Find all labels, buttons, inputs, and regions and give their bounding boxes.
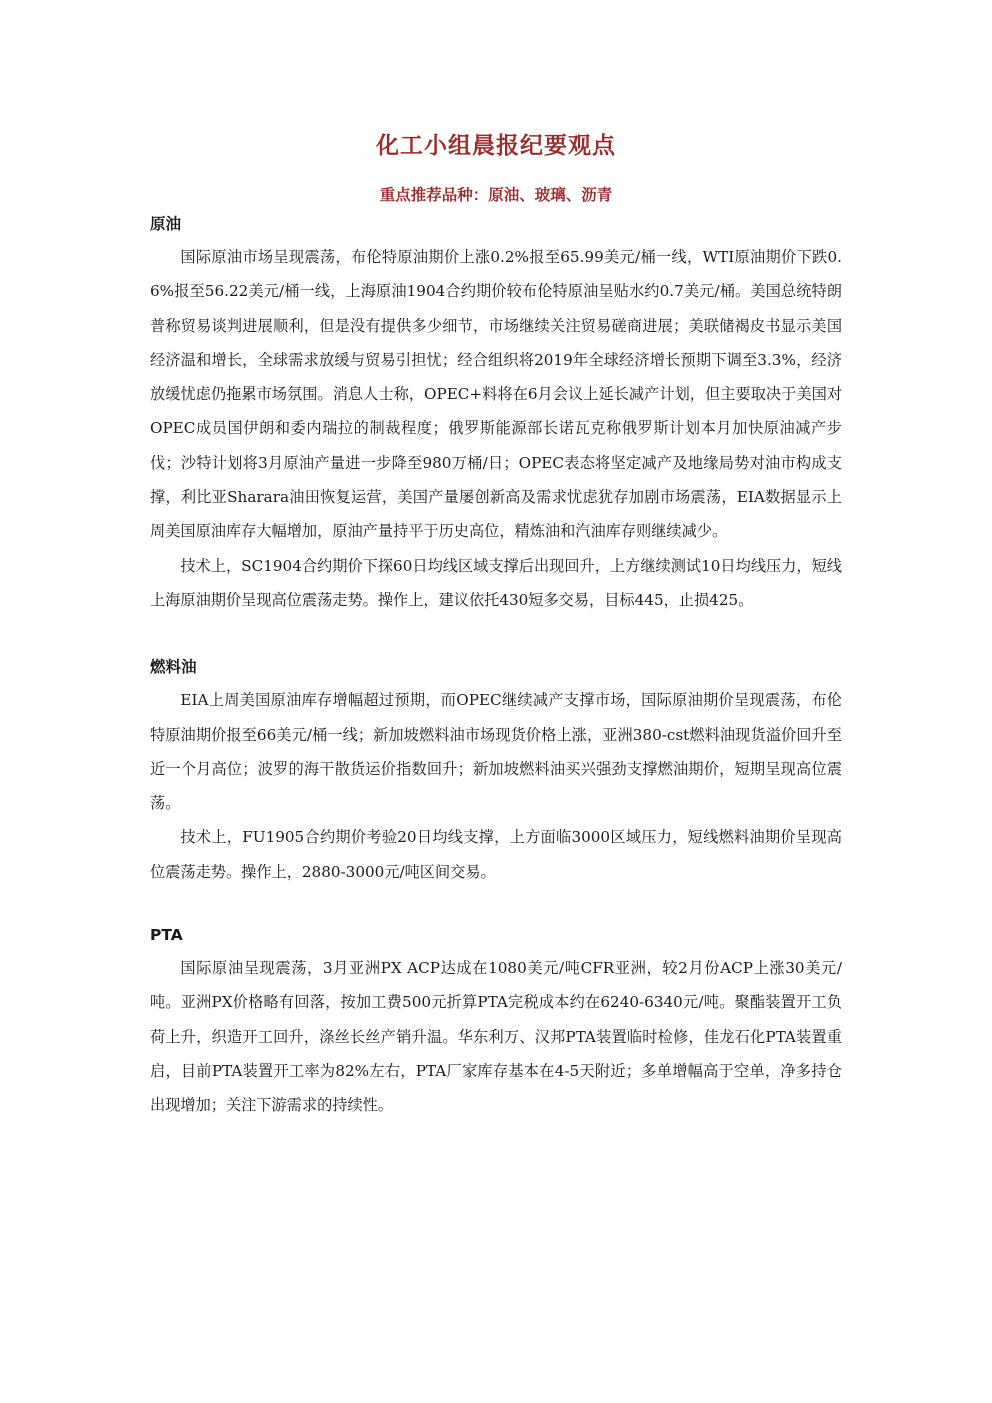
- section-heading: 原油: [150, 215, 182, 233]
- paragraph-fundamentals: 国际原油呈现震荡，3月亚洲PX ACP达成在1080美元/吨CFR亚洲，较2月份ACP上涨30美元/吨。亚洲PX价格略有回落，按加工费500元折算PTA完税成本约在6240-6340元/吨。聚酯装置开工负荷上升，织造开工回升，涤丝长丝产销升温。华东利万、汉邦PTA装置临时检修，佳龙石化PTA装置重启，目前PTA装置开工率为82%左右，PTA厂家库存基本在4-5天附近；多单增幅高于空单，净多持仓出现增加；关注下游需求的持续性。: [150, 959, 842, 1115]
- section-spacer: [150, 617, 842, 651]
- section-heading: 燃料油: [150, 658, 197, 677]
- section-crude-oil: [150, 208, 842, 617]
- paragraph-fundamentals: EIA上周美国原油库存增幅超过预期，而OPEC继续减产支撑市场，国际原油期价呈现震荡，布伦特原油期价报至66美元/桶一线；新加坡燃料油市场现货价格上涨，亚洲380-cst燃料油现货溢价回升至近一个月高位；波罗的海干散货运价指数回升；新加坡燃料油买兴强劲支撑燃油期价，短期呈现高位震荡。: [150, 691, 842, 813]
- section-heading: PTA: [150, 926, 183, 945]
- document-title: 化工小组晨报纪要观点: [376, 133, 616, 159]
- paragraph-technical: 技术上，FU1905合约期价考验20日均线支撑，上方面临3000区域压力，短线燃料油期价呈现高位震荡走势。操作上，2880-3000元/吨区间交易。: [150, 828, 842, 881]
- document-page: [150, 128, 842, 1123]
- section-fuel-oil: [150, 651, 842, 889]
- section-pta: [150, 919, 842, 1122]
- paragraph-fundamentals: 国际原油市场呈现震荡，布伦特原油期价上涨0.2%报至65.99美元/桶一线，WTI原油期价下跌0.6%报至56.22美元/桶一线，上海原油1904合约期价较布伦特原油呈贴水约0.7美元/桶。美国总统特朗普称贸易谈判进展顺利，但是没有提供多少细节，市场继续关注贸易磋商进展；美联储褐皮书显示美国经济温和增长，全球需求放缓与贸易引担忧；经合组织将2019年全球经济增长预期下调至3.3%，经济放缓忧虑仍拖累市场氛围。消息人士称，OPEC+料将在6月会议上延长减产计划，但主要取决于美国对OPEC成员国伊朗和委内瑞拉的制裁程度；俄罗斯能源部长诺瓦克称俄罗斯计划本月加快原油减产步伐；沙特计划将3月原油产量进一步降至980万桶/日；OPEC表态将坚定减产及地缘局势对油市构成支撑，利比亚Sharara油田恢复运营，美国产量屡创新高及需求忧虑犹存加剧市场震荡，EIA数据显示上周美国原油库存大幅增加，原油产量持平于历史高位，精炼油和汽油库存则继续减少。: [150, 248, 842, 541]
- paragraph-technical: 技术上，SC1904合约期价下探60日均线区域支撑后出现回升，上方继续测试10日均线压力，短线上海原油期价呈现高位震荡走势。操作上，建议依托430短多交易，目标445，止损425。: [150, 556, 842, 609]
- section-spacer: [150, 889, 842, 919]
- document-subtitle: 重点推荐品种：原油、玻璃、沥青: [379, 186, 613, 204]
